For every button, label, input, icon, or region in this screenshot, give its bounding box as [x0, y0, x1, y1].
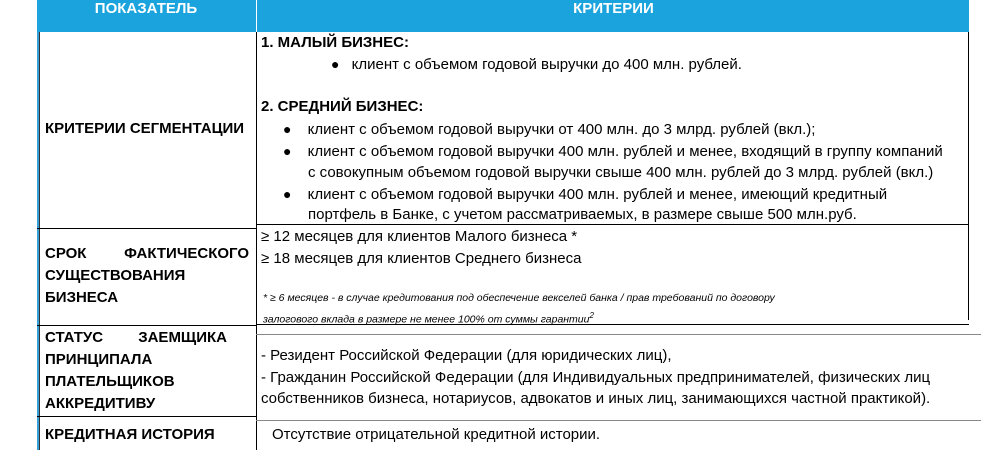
small-business-title: 1. МАЛЫЙ БИЗНЕС:	[261, 34, 409, 51]
row-separator-1	[37, 228, 256, 229]
medium-item-1	[283, 118, 815, 141]
term-footnote-line2: залогового вклада в размере не менее 100% от суммы гарантии$^2$	[263, 311, 594, 326]
segmentation-label: КРИТЕРИИ СЕГМЕНТАЦИИ	[45, 120, 245, 137]
bullet-icon: ●	[283, 143, 292, 159]
row-separator-3b	[256, 420, 981, 421]
bullet-icon: ●	[283, 121, 292, 137]
term-footnote-line1: * ≥ 6 месяцев - в случае кредитования под обеспечение векселей банка / прав требований по договору	[263, 292, 775, 304]
status-citizen: - Гражданин Российской Федерации (для Индивидуальных предпринимателей, физических лиц	[261, 369, 931, 386]
row-separator-2	[37, 325, 256, 326]
small-business-item	[331, 53, 742, 76]
term-label-line1: СРОК ФАКТИЧЕСКОГО	[45, 245, 249, 262]
row-separator-2c	[256, 334, 981, 335]
medium-item-2-cont: с совокупным объемом годовой выручки свыше 400 млн. рублей до 3 млрд. рублей (вкл.)	[308, 164, 934, 181]
medium-item-2	[283, 140, 943, 163]
small-item-text: клиент с объемом годовой выручки до 400 млн. рублей.	[351, 56, 742, 73]
medium-item-text: клиент с объемом годовой выручки от 400 млн. до 3 млрд. рублей (вкл.);	[307, 121, 816, 138]
medium-item-text: клиент с объемом годовой выручки 400 млн. рублей и менее, входящий в группу компаний	[307, 143, 943, 160]
row-separator-3	[37, 416, 256, 417]
term-small-business: ≥ 12 месяцев для клиентов Малого бизнеса *	[261, 228, 578, 245]
credit-history-value: Отсутствие отрицательной кредитной истории.	[272, 426, 601, 443]
status-label-line1: СТАТУС ЗАЕМЩИКА	[45, 329, 227, 346]
footnote-sup: 2	[589, 311, 594, 320]
medium-item-3	[283, 183, 887, 206]
header-indicator: ПОКАЗАТЕЛЬ	[94, 0, 198, 17]
status-citizen-cont: собственников бизнеса, нотариусов, адвокатов и иных лиц, занимающихся частной практикой).	[261, 390, 931, 407]
left-border-dark	[39, 32, 40, 450]
term-medium-business: ≥ 18 месяцев для клиентов Среднего бизнеса	[261, 250, 582, 267]
medium-item-text: клиент с объемом годовой выручки 400 млн. рублей и менее, имеющий кредитный	[307, 186, 888, 203]
term-label: СРОК ФАКТИЧЕСКОГО СУЩЕСТВОВАНИЯ БИЗНЕСА	[45, 245, 249, 306]
column-divider	[256, 32, 257, 450]
medium-item-3-cont: портфель в Банке, с учетом рассматриваемых, в размере свыше 500 млн.руб.	[308, 206, 857, 223]
bullet-icon: ●	[331, 56, 340, 72]
status-resident: - Резидент Российской Федерации (для юридических лиц),	[261, 347, 672, 364]
right-border	[968, 32, 969, 320]
credit-history-label: КРЕДИТНАЯ ИСТОРИЯ	[45, 426, 215, 443]
bullet-icon: ●	[283, 186, 292, 202]
status-label: СТАТУС ЗАЕМЩИКА ПРИНЦИПАЛА ПЛАТЕЛЬЩИКОВ АККРЕДИТИВУ	[45, 329, 227, 412]
header-divider	[256, 0, 257, 32]
medium-business-title: 2. СРЕДНИЙ БИЗНЕС:	[261, 98, 424, 115]
header-criteria: КРИТЕРИИ	[573, 0, 654, 17]
